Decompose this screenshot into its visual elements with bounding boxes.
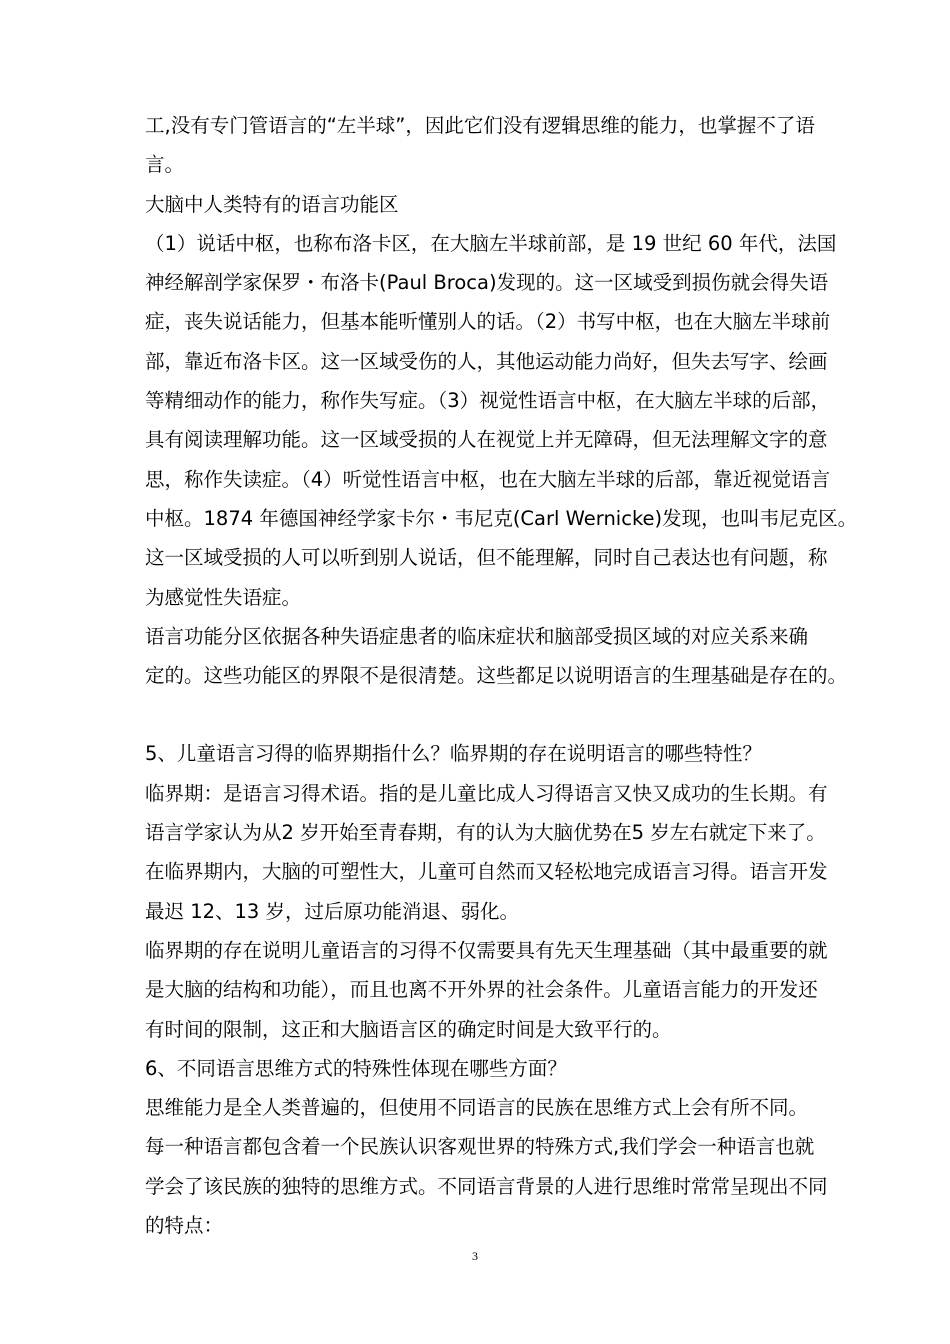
text-line: （1）说话中枢，也称布洛卡区，在大脑左半球前部，是 19 世纪 60 年代，法国 [145, 231, 837, 255]
text-line: 是大脑的结构和功能），而且也离不开外界的社会条件。儿童语言能力的开发还 [145, 978, 818, 1002]
text-line: 最迟 12、13 岁，过后原功能消退、弱化。 [145, 899, 520, 923]
text-line: 在临界期内，大脑的可塑性大，儿童可自然而又轻松地完成语言习得。语言开发 [145, 860, 828, 884]
document-body [145, 106, 858, 1245]
text-line: 症，丧失说话能力，但基本能听懂别人的话。（2）书写中枢，也在大脑左半球前 [145, 310, 831, 334]
text-line: 6、不同语言思维方式的特殊性体现在哪些方面？ [145, 1056, 567, 1080]
paragraph-spacer [145, 695, 817, 734]
text-line: 临界期的存在说明儿童语言的习得不仅需要具有先天生理基础（其中最重要的就 [145, 938, 828, 962]
page-number: 3 [472, 1249, 478, 1263]
text-line: 的特点： [145, 1214, 224, 1238]
text-line: 言。 [145, 153, 185, 177]
text-line: 神经解剖学家保罗・布洛卡(Paul Broca)发现的。这一区域受到损伤就会得失语 [145, 271, 829, 295]
text-line: 具有阅读理解功能。这一区域受损的人在视觉上并无障碍，但无法理解文字的意 [145, 428, 828, 452]
text-line: 临界期：是语言习得术语。指的是儿童比成人习得语言又快又成功的生长期。有 [145, 781, 828, 805]
text-line: 为感觉性失语症。 [145, 585, 302, 609]
text-line: 部，靠近布洛卡区。这一区域受伤的人，其他运动能力尚好，但失去写字、绘画 [145, 349, 828, 373]
text-line: 中枢。1874 年德国神经学家卡尔・韦尼克(Carl Wernicke)发现，也叫韦尼克区。 [145, 506, 858, 530]
text-line: 这一区域受损的人可以听到别人说话，但不能理解，同时自己表达也有问题，称 [145, 546, 828, 570]
text-line: 定的。这些功能区的界限不是很清楚。这些都足以说明语言的生理基础是存在的。 [145, 664, 848, 688]
text-line: 每一种语言都包含着一个民族认识客观世界的特殊方式,我们学会一种语言也就 [145, 1135, 815, 1159]
text-line: 有时间的限制，这正和大脑语言区的确定时间是大致平行的。 [145, 1017, 672, 1041]
text-line: 工,没有专门管语言的“左半球”，因此它们没有逻辑思维的能力，也掌握不了语 [145, 114, 815, 137]
text-line: 思，称作失读症。（4）听觉性语言中枢，也在大脑左半球的后部，靠近视觉语言 [145, 467, 831, 491]
text-line: 思维能力是全人类普遍的，但使用不同语言的民族在思维方式上会有所不同。 [145, 1096, 809, 1120]
text-block-brain-language-areas [145, 106, 858, 695]
text-line: 语言功能分区依据各种失语症患者的临床症状和脑部受损区域的对应关系来确 [145, 624, 809, 648]
text-line: 大脑中人类特有的语言功能区 [145, 192, 399, 216]
text-line: 5、儿童语言习得的临界期指什么？临界期的存在说明语言的哪些特性？ [145, 742, 762, 766]
text-line: 语言学家认为从2 岁开始至青春期，有的认为大脑优势在5 岁左右就定下来了。 [145, 821, 826, 845]
text-block-critical-period [145, 734, 828, 1245]
text-line: 等精细动作的能力，称作失写症。（3）视觉性语言中枢，在大脑左半球的后部， [145, 389, 831, 413]
text-line: 学会了该民族的独特的思维方式。不同语言背景的人进行思维时常常呈现出不同 [145, 1174, 828, 1198]
